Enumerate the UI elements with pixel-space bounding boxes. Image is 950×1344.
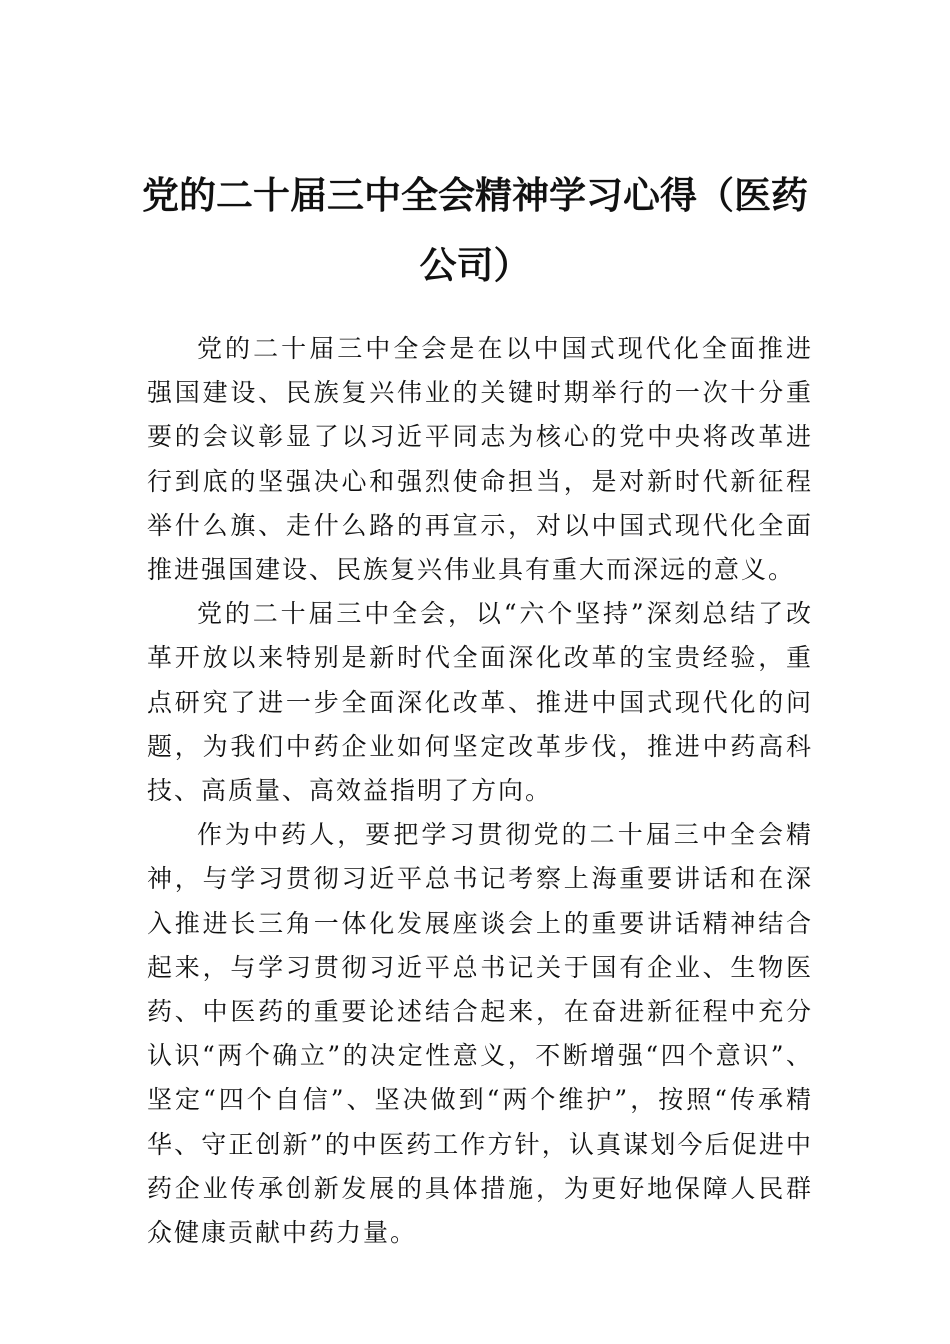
- paragraph-2: 党的二十届三中全会，以“六个坚持”深刻总结了改革开放以来特别是新时代全面深化改革的宝贵经验，重点研究了进一步全面深化改革、推进中国式现代化的问题，为我们中药企业如何坚定改革步伐，推进中药高科技、高质量、高效益指明了方向。: [147, 599, 813, 806]
- paragraph-1: 党的二十届三中全会是在以中国式现代化全面推进强国建设、民族复兴伟业的关键时期举行的一次十分重要的会议彰显了以习近平同志为核心的党中央将改革进行到底的坚强决心和强烈使命担当，是对新时代新征程举什么旗、走什么路的再宣示，对以中国式现代化全面推进强国建设、民族复兴伟业具有重大而深远的意义。: [147, 334, 813, 585]
- document-body: [147, 327, 813, 1255]
- paragraph-3: 作为中药人，要把学习贯彻党的二十届三中全会精神，与学习贯彻习近平总书记考察上海重要讲话和在深入推进长三角一体化发展座谈会上的重要讲话精神结合起来，与学习贯彻习近平总书记关于国有企业、生物医药、中医药的重要论述结合起来，在奋进新征程中充分认识“两个确立”的决定性意义，不断增强“四个意识”、坚定“四个自信”、坚决做到“两个维护”，按照“传承精华、守正创新”的中医药工作方针，认真谋划今后促进中药企业传承创新发展的具体措施，为更好地保障人民群众健康贡献中药力量。: [147, 820, 813, 1248]
- document-title: 党的二十届三中全会精神学习心得（医药公司）: [142, 173, 808, 287]
